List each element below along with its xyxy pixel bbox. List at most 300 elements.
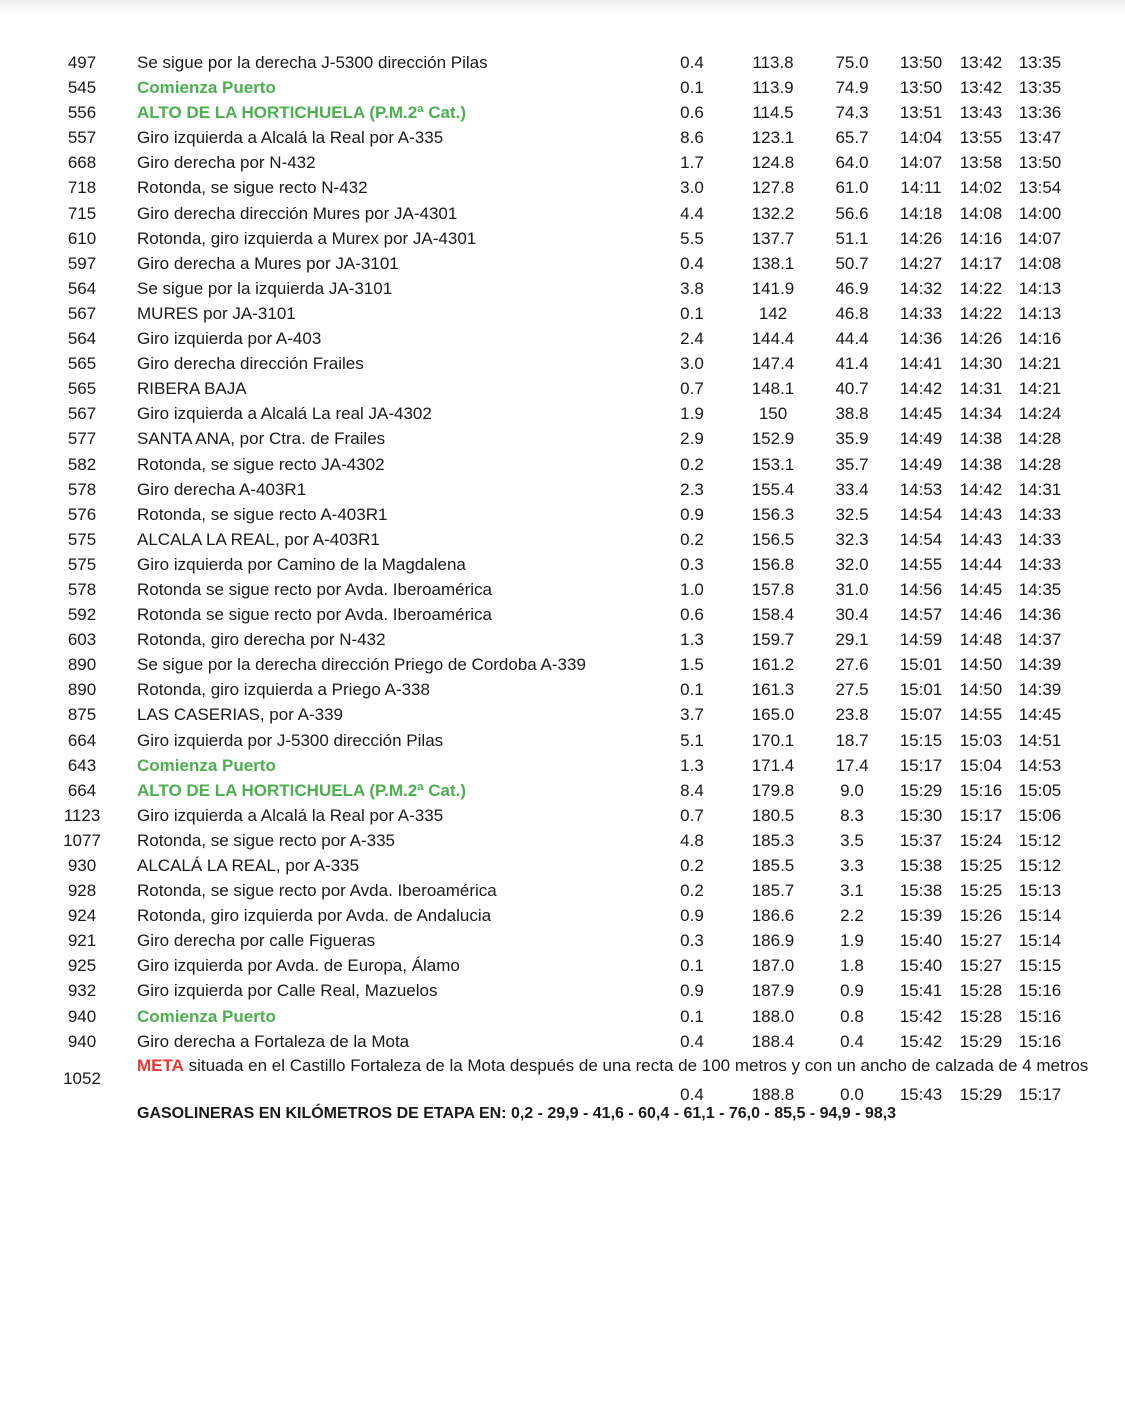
cell-km-partial: 0.3 <box>680 554 704 574</box>
cell-time-fast: 14:18 <box>899 203 943 223</box>
route-row <box>0 226 1125 251</box>
cell-time-mid: 14:44 <box>959 554 1003 574</box>
cell-km-accumulated: 180.5 <box>751 805 795 825</box>
cell-km-accumulated: 185.3 <box>751 830 795 850</box>
cell-km-remaining: 64.0 <box>835 153 869 173</box>
cell-description: ALTO DE LA HORTICHUELA (P.M.2ª Cat.) <box>137 780 466 800</box>
cell-time-fast: 14:49 <box>899 429 943 449</box>
cell-time-mid: 14:22 <box>959 303 1003 323</box>
route-row <box>0 125 1125 150</box>
cell-time-fast: 13:50 <box>899 53 943 72</box>
cell-km-accumulated: 147.4 <box>751 354 795 374</box>
cell-km-remaining: 31.0 <box>835 579 869 599</box>
cell-km-accumulated: 113.9 <box>752 78 794 98</box>
cell-km-accumulated: 186.6 <box>751 906 795 926</box>
cell-time-mid: 15:26 <box>959 906 1003 926</box>
cell-time-fast: 15:38 <box>899 856 943 875</box>
cell-km-accumulated: 156.3 <box>751 504 795 524</box>
cell-km-remaining: 8.3 <box>840 805 864 825</box>
cell-altitude: 565 <box>67 379 97 399</box>
cell-time-mid: 14:30 <box>959 354 1003 374</box>
cell-time-mid: 14:55 <box>959 705 1003 725</box>
cell-time-mid: 14:43 <box>959 504 1003 524</box>
cell-km-accumulated: 152.9 <box>751 429 795 449</box>
cell-altitude: 664 <box>67 780 97 800</box>
route-row <box>0 627 1125 652</box>
cell-description: Giro izquierda por Avda. de Europa, Álamo <box>137 956 460 976</box>
cell-altitude: 643 <box>67 755 97 775</box>
cell-time-fast: 14:55 <box>899 554 943 574</box>
route-row <box>0 326 1125 351</box>
cell-time-slow: 14:21 <box>1018 379 1062 399</box>
meta-description <box>137 1055 1089 1076</box>
cell-altitude: 597 <box>67 253 97 273</box>
cell-time-slow: 14:13 <box>1018 303 1062 323</box>
route-row <box>0 351 1125 376</box>
route-row <box>0 452 1125 477</box>
cell-time-mid: 14:17 <box>959 253 1003 273</box>
cell-km-accumulated: 123.1 <box>751 128 795 148</box>
cell-km-remaining: 56.6 <box>835 203 869 223</box>
meta-time-fast: 15:43 <box>899 1084 943 1104</box>
cell-time-mid: 14:50 <box>959 655 1003 675</box>
cell-description: Rotonda se sigue recto por Avda. Iberoamérica <box>137 605 493 625</box>
cell-km-partial: 1.9 <box>680 404 704 424</box>
cell-km-partial: 5.5 <box>680 228 704 248</box>
cell-description: Rotonda, se sigue recto por Avda. Iberoamérica <box>137 881 497 901</box>
cell-km-accumulated: 188.0 <box>751 1006 795 1026</box>
cell-time-mid: 13:43 <box>959 103 1003 123</box>
cell-time-fast: 14:45 <box>899 404 943 424</box>
cell-description: MURES por JA-3101 <box>137 303 296 323</box>
route-row <box>0 702 1125 727</box>
route-row <box>0 201 1125 226</box>
cell-time-fast: 14:49 <box>899 454 943 474</box>
cell-time-mid: 14:46 <box>959 605 1003 625</box>
cell-km-remaining: 32.0 <box>835 554 869 574</box>
cell-description: Comienza Puerto <box>137 755 276 775</box>
cell-km-remaining: 18.7 <box>835 730 869 750</box>
cell-time-fast: 14:57 <box>899 605 943 625</box>
cell-time-slow: 14:37 <box>1018 630 1062 650</box>
cell-time-mid: 15:27 <box>959 956 1003 976</box>
cell-km-accumulated: 188.4 <box>751 1031 795 1051</box>
cell-altitude: 875 <box>67 705 97 725</box>
cell-km-partial: 8.4 <box>680 780 704 800</box>
cell-time-mid: 13:58 <box>959 153 1003 173</box>
cell-time-slow: 14:33 <box>1018 554 1062 574</box>
cell-km-remaining: 0.9 <box>840 981 864 1001</box>
cell-altitude: 575 <box>67 529 97 549</box>
cell-km-accumulated: 137.7 <box>751 228 795 248</box>
cell-time-slow: 13:35 <box>1018 53 1062 72</box>
cell-km-partial: 2.9 <box>680 429 704 449</box>
cell-time-fast: 14:42 <box>899 379 943 399</box>
cell-time-fast: 15:40 <box>899 956 943 976</box>
cell-km-remaining: 46.9 <box>835 278 869 298</box>
cell-km-partial: 3.0 <box>680 178 704 198</box>
cell-description: Giro izquierda a Alcalá la Real por A-335 <box>137 128 444 148</box>
cell-time-slow: 14:28 <box>1018 454 1062 474</box>
cell-km-partial: 0.9 <box>680 906 704 926</box>
cell-km-accumulated: 179.8 <box>751 780 795 800</box>
cell-time-slow: 15:12 <box>1018 830 1062 850</box>
cell-time-fast: 15:41 <box>899 981 943 1001</box>
cell-altitude: 924 <box>67 906 97 926</box>
cell-time-mid: 15:04 <box>959 755 1003 775</box>
cell-km-remaining: 29.1 <box>835 630 869 650</box>
cell-time-slow: 14:31 <box>1018 479 1062 499</box>
cell-km-accumulated: 170.1 <box>751 730 795 750</box>
gas-stations-note: GASOLINERAS EN KILÓMETROS DE ETAPA EN: 0,2 - 29,9 - 41,6 - 60,4 - 61,1 - 76,0 - 85,5 - 94,9 - 98,3 <box>137 1105 897 1122</box>
cell-km-partial: 0.2 <box>680 856 704 875</box>
cell-time-fast: 14:41 <box>899 354 943 374</box>
cell-time-slow: 13:50 <box>1018 153 1062 173</box>
cell-km-partial: 0.1 <box>680 78 704 98</box>
cell-altitude: 567 <box>67 303 97 323</box>
cell-km-remaining: 51.1 <box>835 228 869 248</box>
cell-time-mid: 14:26 <box>959 329 1003 349</box>
cell-time-slow: 15:16 <box>1018 1006 1062 1026</box>
cell-km-remaining: 75.0 <box>835 53 869 72</box>
cell-time-fast: 14:56 <box>899 579 943 599</box>
cell-altitude: 890 <box>67 680 97 700</box>
cell-time-fast: 13:50 <box>899 78 943 98</box>
cell-km-partial: 3.7 <box>680 705 704 725</box>
cell-time-mid: 14:08 <box>959 203 1003 223</box>
cell-time-slow: 14:16 <box>1018 329 1062 349</box>
cell-time-mid: 15:16 <box>959 780 1003 800</box>
cell-time-mid: 14:38 <box>959 454 1003 474</box>
cell-time-slow: 15:13 <box>1018 881 1062 901</box>
cell-km-remaining: 40.7 <box>835 379 869 399</box>
route-row <box>0 903 1125 928</box>
cell-km-partial: 0.9 <box>680 981 704 1001</box>
cell-km-remaining: 32.5 <box>835 504 869 524</box>
cell-km-remaining: 38.8 <box>835 404 869 424</box>
cell-km-remaining: 3.5 <box>840 830 864 850</box>
cell-km-accumulated: 114.5 <box>752 103 794 123</box>
cell-time-fast: 14:27 <box>899 253 943 273</box>
cell-time-slow: 14:36 <box>1018 605 1062 625</box>
cell-km-remaining: 35.9 <box>835 429 869 449</box>
cell-km-accumulated: 165.0 <box>751 705 795 725</box>
cell-km-partial: 4.8 <box>680 830 704 850</box>
cell-km-remaining: 61.0 <box>835 178 869 198</box>
cell-time-slow: 14:53 <box>1018 755 1062 775</box>
cell-time-fast: 14:33 <box>899 303 943 323</box>
cell-description: Giro derecha a Mures por JA-3101 <box>137 253 399 273</box>
cell-altitude: 718 <box>67 178 97 198</box>
cell-km-accumulated: 127.8 <box>751 178 795 198</box>
cell-km-partial: 8.6 <box>680 128 704 148</box>
cell-description: Rotonda, giro izquierda por Avda. de Andalucia <box>137 906 492 926</box>
cell-km-accumulated: 138.1 <box>751 253 795 273</box>
cell-time-slow: 15:16 <box>1018 981 1062 1001</box>
cell-km-remaining: 3.3 <box>840 856 864 875</box>
cell-time-fast: 15:30 <box>899 805 943 825</box>
cell-time-fast: 15:42 <box>899 1006 943 1026</box>
route-row <box>0 50 1125 75</box>
cell-time-slow: 14:39 <box>1018 655 1062 675</box>
cell-km-accumulated: 185.5 <box>751 856 795 875</box>
cell-description: Giro derecha a Fortaleza de la Mota <box>137 1031 410 1051</box>
cell-time-slow: 14:28 <box>1018 429 1062 449</box>
cell-time-slow: 14:13 <box>1018 278 1062 298</box>
cell-km-accumulated: 132.2 <box>751 203 795 223</box>
cell-description: Comienza Puerto <box>137 78 276 98</box>
cell-time-slow: 14:24 <box>1018 404 1062 424</box>
cell-km-accumulated: 187.0 <box>751 956 795 976</box>
cell-km-partial: 2.4 <box>680 329 704 349</box>
cell-description: Se sigue por la derecha dirección Priego de Cordoba A-339 <box>137 655 586 675</box>
cell-km-partial: 1.7 <box>680 153 704 173</box>
cell-altitude: 928 <box>67 881 97 901</box>
cell-altitude: 610 <box>67 228 97 248</box>
cell-km-accumulated: 142 <box>758 303 788 323</box>
route-row <box>0 100 1125 125</box>
cell-km-remaining: 41.4 <box>835 354 869 374</box>
cell-time-fast: 14:11 <box>900 178 942 198</box>
cell-time-slow: 15:06 <box>1018 805 1062 825</box>
cell-time-mid: 14:42 <box>959 479 1003 499</box>
cell-time-mid: 14:48 <box>959 630 1003 650</box>
cell-time-slow: 14:45 <box>1018 705 1062 725</box>
route-row <box>0 753 1125 778</box>
top-shadow-bar <box>0 0 1125 14</box>
cell-altitude: 921 <box>67 931 97 951</box>
cell-time-fast: 15:01 <box>899 655 943 675</box>
cell-altitude: 940 <box>67 1006 97 1026</box>
cell-time-fast: 14:53 <box>899 479 943 499</box>
route-row <box>0 1004 1125 1029</box>
cell-km-remaining: 44.4 <box>835 329 869 349</box>
route-row <box>0 251 1125 276</box>
route-row <box>0 502 1125 527</box>
cell-km-accumulated: 161.3 <box>751 680 795 700</box>
cell-km-remaining: 46.8 <box>835 303 869 323</box>
cell-km-remaining: 50.7 <box>835 253 869 273</box>
cell-time-slow: 15:12 <box>1018 856 1062 875</box>
route-row <box>0 552 1125 577</box>
route-row <box>0 853 1125 878</box>
route-row <box>0 928 1125 953</box>
cell-km-remaining: 30.4 <box>835 605 869 625</box>
cell-km-accumulated: 185.7 <box>751 881 795 901</box>
cell-km-partial: 1.5 <box>680 655 704 675</box>
cell-description: Rotonda, giro derecha por N-432 <box>137 630 386 650</box>
route-row <box>0 276 1125 301</box>
cell-description: Giro izquierda a Alcalá la Real por A-335 <box>137 805 444 825</box>
cell-description: Giro izquierda por Calle Real, Mazuelos <box>137 981 438 1001</box>
route-row <box>0 477 1125 502</box>
cell-time-mid: 13:55 <box>959 128 1003 148</box>
cell-time-fast: 15:40 <box>899 931 943 951</box>
cell-description: Giro derecha por N-432 <box>137 153 316 173</box>
cell-km-partial: 0.7 <box>680 805 704 825</box>
cell-time-mid: 14:16 <box>959 228 1003 248</box>
cell-km-accumulated: 150 <box>758 404 788 424</box>
cell-km-remaining: 74.3 <box>835 103 869 123</box>
route-row <box>0 602 1125 627</box>
route-row <box>0 401 1125 426</box>
cell-km-remaining: 65.7 <box>835 128 869 148</box>
cell-time-mid: 13:42 <box>959 78 1003 98</box>
cell-time-fast: 15:17 <box>899 755 943 775</box>
cell-time-fast: 14:26 <box>899 228 943 248</box>
cell-time-mid: 15:27 <box>959 931 1003 951</box>
cell-time-fast: 15:07 <box>899 705 943 725</box>
cell-time-fast: 14:54 <box>899 529 943 549</box>
cell-time-slow: 15:16 <box>1018 1031 1062 1051</box>
cell-km-accumulated: 186.9 <box>751 931 795 951</box>
cell-altitude: 582 <box>67 454 97 474</box>
route-row <box>0 803 1125 828</box>
route-row <box>0 75 1125 100</box>
cell-time-mid: 15:24 <box>959 830 1003 850</box>
cell-time-mid: 14:50 <box>959 680 1003 700</box>
cell-km-remaining: 35.7 <box>835 454 869 474</box>
cell-time-mid: 14:22 <box>959 278 1003 298</box>
cell-altitude: 603 <box>67 630 97 650</box>
cell-altitude: 932 <box>67 981 97 1001</box>
meta-label: META <box>137 1055 184 1075</box>
route-table <box>0 50 1125 1111</box>
meta-altitude: 1052 <box>63 1068 101 1088</box>
cell-time-mid: 14:31 <box>959 379 1003 399</box>
cell-time-slow: 15:14 <box>1018 931 1062 951</box>
cell-description: ALTO DE LA HORTICHUELA (P.M.2ª Cat.) <box>137 103 466 123</box>
cell-km-partial: 2.3 <box>680 479 704 499</box>
cell-km-accumulated: 158.4 <box>751 605 795 625</box>
cell-time-fast: 15:29 <box>899 780 943 800</box>
meta-km-remaining: 0.0 <box>840 1084 864 1104</box>
route-row <box>0 426 1125 451</box>
cell-description: LAS CASERIAS, por A-339 <box>137 705 343 725</box>
cell-altitude: 592 <box>67 605 97 625</box>
cell-km-partial: 0.4 <box>680 253 704 273</box>
cell-km-partial: 0.7 <box>680 379 704 399</box>
route-row <box>0 677 1125 702</box>
cell-time-mid: 13:42 <box>959 53 1003 72</box>
cell-time-mid: 14:02 <box>959 178 1003 198</box>
cell-altitude: 564 <box>67 329 97 349</box>
cell-km-partial: 0.6 <box>680 103 704 123</box>
cell-km-accumulated: 141.9 <box>751 278 795 298</box>
route-row <box>0 828 1125 853</box>
cell-altitude: 578 <box>67 579 97 599</box>
cell-time-slow: 14:39 <box>1018 680 1062 700</box>
meta-time-mid: 15:29 <box>959 1084 1003 1104</box>
route-row <box>0 150 1125 175</box>
cell-description: ALCALA LA REAL, por A-403R1 <box>137 529 380 549</box>
cell-time-fast: 15:37 <box>899 830 943 850</box>
cell-time-slow: 14:51 <box>1018 730 1062 750</box>
cell-description: Giro derecha A-403R1 <box>137 479 307 499</box>
cell-km-remaining: 0.4 <box>840 1031 864 1051</box>
cell-km-partial: 0.1 <box>680 1006 704 1026</box>
cell-time-mid: 15:28 <box>959 1006 1003 1026</box>
cell-time-slow: 14:35 <box>1018 579 1062 599</box>
cell-km-partial: 0.4 <box>680 53 704 72</box>
cell-description: Rotonda, giro izquierda a Priego A-338 <box>137 680 430 700</box>
cell-km-partial: 0.3 <box>680 931 704 951</box>
cell-time-slow: 14:07 <box>1018 228 1062 248</box>
cell-km-remaining: 1.9 <box>840 931 864 951</box>
cell-km-accumulated: 157.8 <box>751 579 795 599</box>
route-row <box>0 878 1125 903</box>
cell-km-accumulated: 161.2 <box>751 655 795 675</box>
cell-time-slow: 15:14 <box>1018 906 1062 926</box>
cell-km-accumulated: 156.8 <box>751 554 795 574</box>
cell-description: Rotonda se sigue recto por Avda. Iberoamérica <box>137 579 493 599</box>
cell-description: Rotonda, se sigue recto N-432 <box>137 178 368 198</box>
route-row <box>0 376 1125 401</box>
route-row <box>0 652 1125 677</box>
cell-km-accumulated: 113.8 <box>752 53 794 72</box>
cell-altitude: 1123 <box>63 805 101 825</box>
cell-km-accumulated: 155.4 <box>751 479 795 499</box>
cell-km-remaining: 27.5 <box>835 680 869 700</box>
route-row <box>0 577 1125 602</box>
cell-km-partial: 0.4 <box>680 1031 704 1051</box>
meta-text: situada en el Castillo Fortaleza de la Mota después de una recta de 100 metros y con un ancho de calzada de 4 metros <box>183 1055 1089 1075</box>
cell-description: Giro izquierda por Camino de la Magdalena <box>137 554 466 574</box>
route-row <box>0 175 1125 200</box>
route-row <box>0 953 1125 978</box>
cell-altitude: 576 <box>67 504 97 524</box>
cell-time-slow: 14:08 <box>1018 253 1062 273</box>
cell-description: Rotonda, se sigue recto A-403R1 <box>137 504 388 524</box>
cell-description: Giro derecha dirección Frailes <box>137 354 364 374</box>
cell-km-remaining: 32.3 <box>835 529 869 549</box>
cell-time-slow: 13:36 <box>1018 103 1062 123</box>
cell-km-partial: 1.0 <box>680 579 704 599</box>
cell-km-partial: 0.1 <box>680 680 704 700</box>
cell-time-fast: 13:51 <box>899 103 943 123</box>
cell-time-mid: 15:25 <box>959 881 1003 901</box>
cell-time-fast: 14:54 <box>899 504 943 524</box>
cell-km-accumulated: 124.8 <box>751 153 795 173</box>
cell-description: Rotonda, giro izquierda a Murex por JA-4301 <box>137 228 477 248</box>
cell-km-accumulated: 171.4 <box>751 755 795 775</box>
cell-km-partial: 0.2 <box>680 881 704 901</box>
cell-time-slow: 13:35 <box>1018 78 1062 98</box>
cell-time-fast: 15:42 <box>899 1031 943 1051</box>
cell-time-slow: 14:00 <box>1018 203 1062 223</box>
meta-time-slow: 15:17 <box>1018 1084 1062 1104</box>
cell-description: Se sigue por la izquierda JA-3101 <box>137 278 393 298</box>
cell-km-partial: 5.1 <box>680 730 704 750</box>
cell-time-fast: 15:38 <box>899 881 943 901</box>
cell-altitude: 565 <box>67 354 97 374</box>
cell-time-mid: 14:45 <box>959 579 1003 599</box>
route-row <box>0 301 1125 326</box>
cell-km-partial: 3.8 <box>680 278 704 298</box>
cell-altitude: 930 <box>67 856 97 875</box>
meta-row <box>0 1054 1125 1111</box>
cell-altitude: 557 <box>67 128 97 148</box>
cell-description: Se sigue por la derecha J-5300 dirección Pilas <box>137 53 488 72</box>
cell-km-remaining: 9.0 <box>840 780 864 800</box>
cell-altitude: 940 <box>67 1031 97 1051</box>
cell-description: Giro izquierda a Alcalá La real JA-4302 <box>137 404 432 424</box>
cell-km-remaining: 33.4 <box>835 479 869 499</box>
route-rows <box>0 50 1125 1054</box>
cell-time-fast: 15:01 <box>899 680 943 700</box>
cell-km-accumulated: 159.7 <box>751 630 795 650</box>
cell-km-partial: 0.2 <box>680 454 704 474</box>
